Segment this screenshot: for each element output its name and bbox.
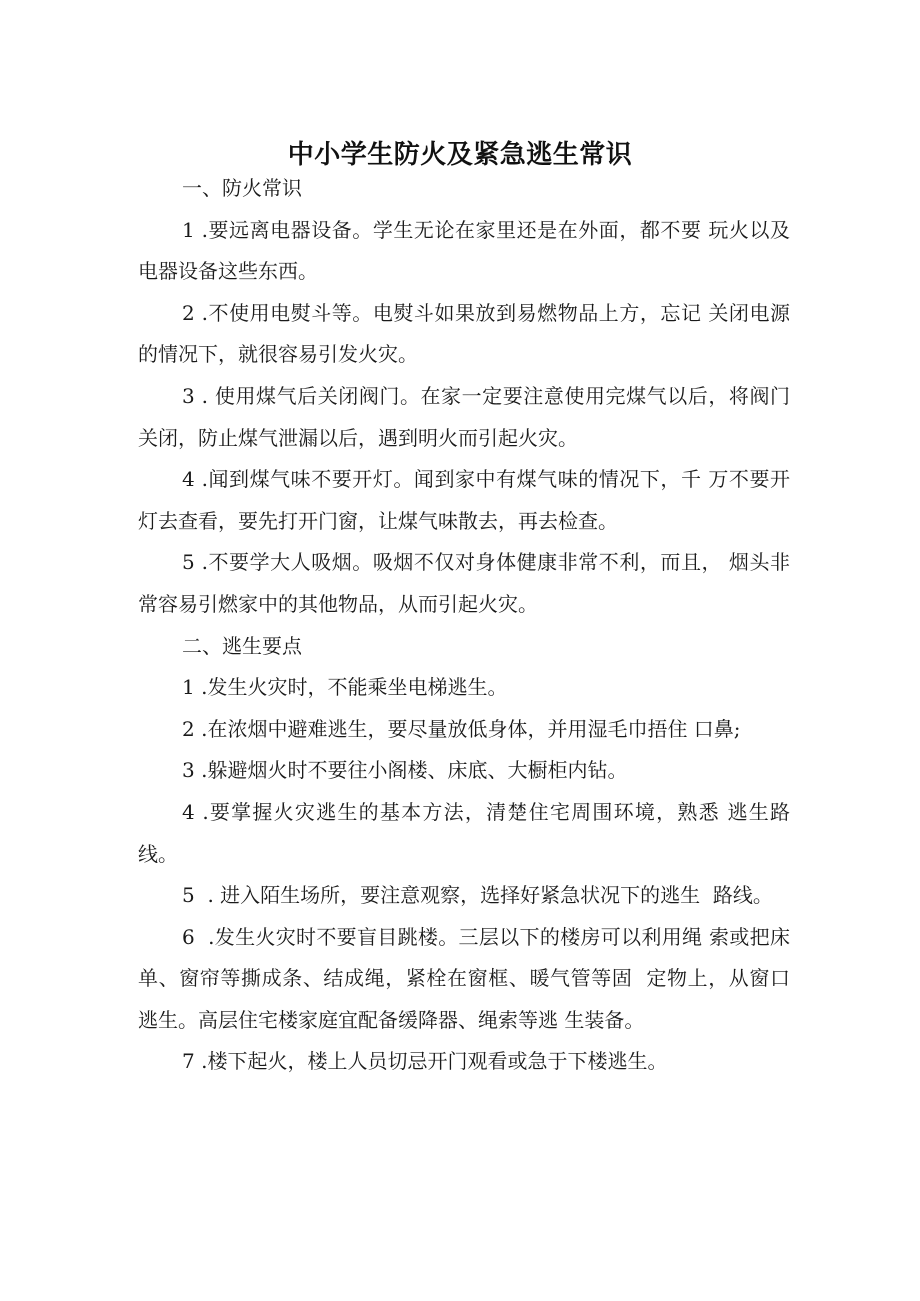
paragraph: 1 .要远离电器设备。学生无论在家里还是在外面，都不要 玩火以及电器设备这些东西。 [138, 217, 790, 284]
paragraph: 3 . 使用煤气后关闭阀门。在家一定要注意使用完煤气以后，将阀门关闭，防止煤气泄漏以后，遇到明火而引起火灾。 [138, 383, 790, 450]
paragraph: 5 .不要学大人吸烟。吸烟不仅对身体健康非常不利，而且， 烟头非常容易引燃家中的其他物品，从而引起火灾。 [138, 550, 790, 616]
paragraph: 6 .发生火灾时不要盲目跳楼。三层以下的楼房可以利用绳 索或把床单、窗帘等撕成条、结成绳，紧栓在窗框、暖气管等固 定物上，从窗口逃生。高层住宅楼家庭宜配备缓降器、绳索等逃 生装备。 [138, 924, 790, 1032]
section-heading-escape-points: 二、逃生要点 [182, 633, 302, 658]
paragraph: 4 .要掌握火灾逃生的基本方法，清楚住宅周围环境，熟悉 逃生路线。 [138, 799, 790, 866]
paragraph: 2 .不使用电熨斗等。电熨斗如果放到易燃物品上方，忘记 关闭电源的情况下，就很容易引发火灾。 [138, 300, 790, 367]
paragraph: 5 . 进入陌生场所，要注意观察，选择好紧急状况下的逃生 路线。 [182, 883, 773, 908]
paragraph: 3 .躲避烟火时不要往小阁楼、床底、大橱柜内钻。 [182, 758, 628, 783]
paragraph: 7 .楼下起火，楼上人员切忌开门观看或急于下楼逃生。 [182, 1049, 668, 1074]
document-body [138, 168, 790, 1083]
paragraph: 2 .在浓烟中避难逃生，要尽量放低身体，并用湿毛巾捂住 口鼻; [182, 716, 741, 741]
paragraph: 4 .闻到煤气味不要开灯。闻到家中有煤气味的情况下，千 万不要开灯去查看，要先打开门窗，让煤气味散去，再去检查。 [138, 467, 790, 533]
paragraph: 1 .发生火灾时，不能乘坐电梯逃生。 [182, 675, 508, 700]
document-title: 中小学生防火及紧急逃生常识 [287, 140, 633, 171]
section-heading-fire-prevention: 一、防火常识 [182, 176, 302, 200]
